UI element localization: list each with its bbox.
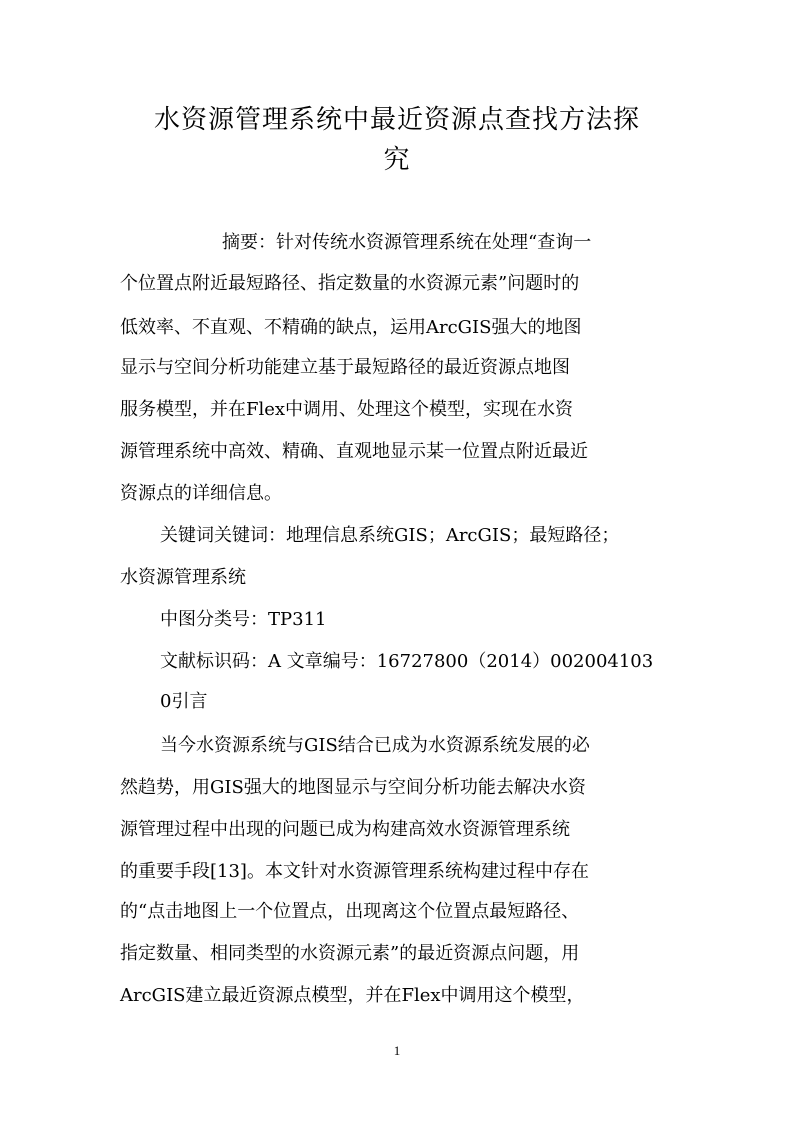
intro-line: 的“点击地图上一个位置点，出现离这个位置点最短路径、 [120, 901, 580, 922]
title-line-2: 究 [383, 145, 411, 175]
title-line-1: 水资源管理系统中最近资源点查找方法探 [153, 105, 640, 135]
intro-line: 源管理过程中出现的问题已成为构建高效水资源管理系统 [120, 819, 570, 840]
intro-line: 当今水资源系统与GIS结合已成为水资源系统发展的必 [160, 735, 590, 756]
intro-line: ArcGIS建立最近资源点模型，并在Flex中调用这个模型， [120, 985, 585, 1006]
page-number: 1 [393, 1043, 401, 1058]
intro-line: 指定数量、相同类型的水资源元素”的最近资源点问题，用 [120, 943, 580, 964]
abstract-line: 服务模型，并在Flex中调用、处理这个模型，实现在水资 [120, 399, 574, 420]
intro-line: 的重要手段[13]。本文针对水资源管理系统构建过程中存在 [120, 861, 589, 882]
page-title [120, 100, 674, 180]
clc-number: 中图分类号：TP311 [160, 609, 327, 630]
abstract-line: 低效率、不直观、不精确的缺点，运用ArcGIS强大的地图 [120, 317, 582, 338]
abstract-line: 摘要：针对传统水资源管理系统在处理“查询一 [222, 232, 592, 253]
abstract-line: 个位置点附近最短路径、指定数量的水资源元素”问题时的 [120, 273, 580, 294]
abstract-line: 显示与空间分析功能建立基于最短路径的最近资源点地图 [120, 357, 570, 378]
intro-line: 然趋势，用GIS强大的地图显示与空间分析功能去解决水资 [120, 777, 586, 798]
section-heading-intro: 0引言 [160, 691, 208, 712]
keywords-line: 关键词关键词：地理信息系统GIS；ArcGIS；最短路径； [160, 525, 620, 546]
abstract-line: 源管理系统中高效、精确、直观地显示某一位置点附近最近 [120, 441, 588, 462]
abstract-line: 资源点的详细信息。 [120, 483, 282, 504]
keywords-line: 水资源管理系统 [120, 567, 246, 588]
document-code: 文献标识码：A 文章编号：16727800（2014）002004103 [160, 651, 654, 672]
